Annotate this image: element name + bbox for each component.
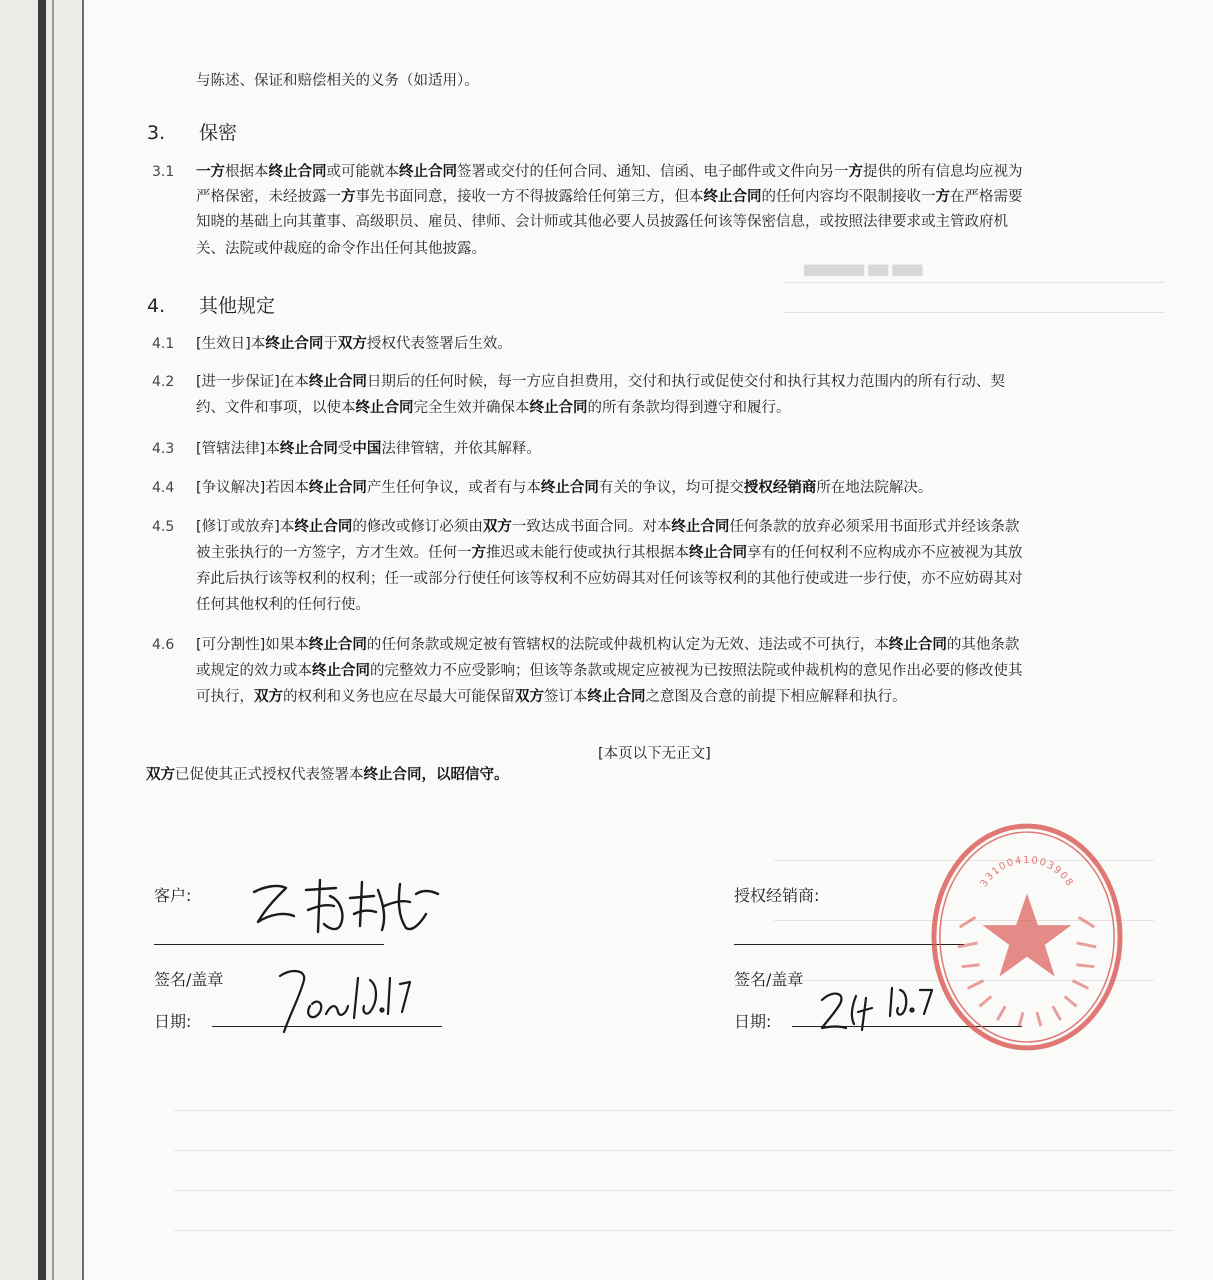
end-of-text-note: [本页以下无正文] <box>598 746 711 762</box>
clause-4-6-line-1: [可分割性]如果本终止合同的任何条款或规定被有管辖权的法院或仲裁机构认定为无效、违法或不可执行，本终止合同的其他条款 <box>196 637 1020 653</box>
clause-4-5-line-2: 被主张执行的一方签字，方才生效。任何一方推迟或未能行使或执行其根据本终止合同享有的任何权利不应构成亦不应被视为其放 <box>196 545 1023 561</box>
clause-4-5-line-4: 任何其他权利的任何行使。 <box>196 597 370 613</box>
clause-3-1-line-2: 严格保密，未经披露一方事先书面同意，接收一方不得披露给任何第三方，但本终止合同的任何内容均不限制接收一方在严格需要 <box>196 189 1023 205</box>
svg-text:3310041003908 <box>979 855 1076 889</box>
witness-clause: 双方已促使其正式授权代表签署本终止合同，以昭信守。 <box>146 767 509 783</box>
clause-3-1-line-4: 关、法院或仲裁庭的命令作出任何其他披露。 <box>196 241 486 257</box>
clause-number: 4.2 <box>152 374 175 390</box>
clause-number: 4.4 <box>152 480 175 496</box>
clause-number: 4.3 <box>152 441 175 457</box>
customer-sign-stamp-label: 签名/盖章 <box>154 970 224 989</box>
clause-number: 4.1 <box>152 336 175 352</box>
dealer-date-label: 日期: <box>734 1012 772 1031</box>
section-4-heading: 4. 其他规定 <box>147 295 276 317</box>
clause-3-1-line-1: 一方根据本终止合同或可能就本终止合同签署或交付的任何合同、通知、信函、电子邮件或文件向另一方提供的所有信息均应视为 <box>196 164 1023 180</box>
show-through-rule <box>174 1190 1174 1191</box>
document-page <box>82 0 1213 1280</box>
seal-code: 3310041003908 <box>978 854 1076 890</box>
customer-handwritten-date <box>274 962 424 1038</box>
clause-number: 3.1 <box>152 164 175 180</box>
intro-tail: 与陈述、保证和赔偿相关的义务（如适用）。 <box>196 73 479 89</box>
show-through-rule <box>174 1150 1174 1151</box>
clause-4-6-line-2: 或规定的效力或本终止合同的完整效力不应受影响；但该等条款或规定应被视为已按照法院或仲裁机构的意见作出必要的修改使其 <box>196 663 1023 679</box>
dealer-label: 授权经销商: <box>734 886 820 905</box>
clause-number: 4.6 <box>152 637 175 653</box>
customer-signature-line <box>154 944 384 945</box>
section-3-heading: 3. 保密 <box>147 122 238 144</box>
clause-4-6-line-3: 可执行，双方的权利和义务也应在尽最大可能保留双方签订本终止合同之意图及合意的前提下相应解释和执行。 <box>196 689 907 705</box>
customer-handwritten-signature <box>244 870 444 940</box>
clause-4-5-line-1: [修订或放弃]本终止合同的修改或修订必须由双方一致达成书面合同。对本终止合同任何条款的放弃必须采用书面形式并经该条款 <box>196 519 1020 535</box>
binder-spine-edge <box>52 0 54 1280</box>
binder-edge <box>0 0 82 1280</box>
clause-number: 4.5 <box>152 519 175 535</box>
clause-4-5-line-3: 弃此后执行该等权利的权利；任一或部分行使任何该等权利不应妨碍其对任何该等权利的其他行使或进一步行使，亦不应妨碍其对 <box>196 571 1023 587</box>
clause-4-2-line-2: 约、文件和事项，以使本终止合同完全生效并确保本终止合同的所有条款均得到遵守和履行。 <box>196 400 791 416</box>
binder-spine <box>38 0 46 1280</box>
show-through-rule <box>784 282 1164 283</box>
show-through-text: ▆▆▆▆▆▆ ▆▆ ▆▆▆ <box>804 262 923 277</box>
show-through-rule <box>174 1230 1174 1231</box>
clause-4-1: [生效日]本终止合同于双方授权代表签署后生效。 <box>196 336 512 352</box>
show-through-rule <box>174 1110 1174 1111</box>
dealer-sign-stamp-label: 签名/盖章 <box>734 970 804 989</box>
customer-date-label: 日期: <box>154 1012 192 1031</box>
clause-4-2-line-1: [进一步保证]在本终止合同日期后的任何时候，每一方应自担费用，交付和执行或促使交付和执行其权力范围内的所有行动、契 <box>196 374 1005 390</box>
show-through-rule <box>784 312 1164 313</box>
customer-label: 客户: <box>154 886 192 905</box>
clause-4-4: [争议解决]若因本终止合同产生任何争议，或者有与本终止合同有关的争议，均可提交授权经销商所在地法院解决。 <box>196 480 933 496</box>
clause-4-3: [管辖法律]本终止合同受中国法律管辖，并依其解释。 <box>196 441 541 457</box>
clause-3-1-line-3: 知晓的基础上向其董事、高级职员、雇员、律师、会计师或其他必要人员披露任何该等保密信息，或按照法律要求或主管政府机 <box>196 214 1008 230</box>
company-seal <box>928 818 1126 1056</box>
